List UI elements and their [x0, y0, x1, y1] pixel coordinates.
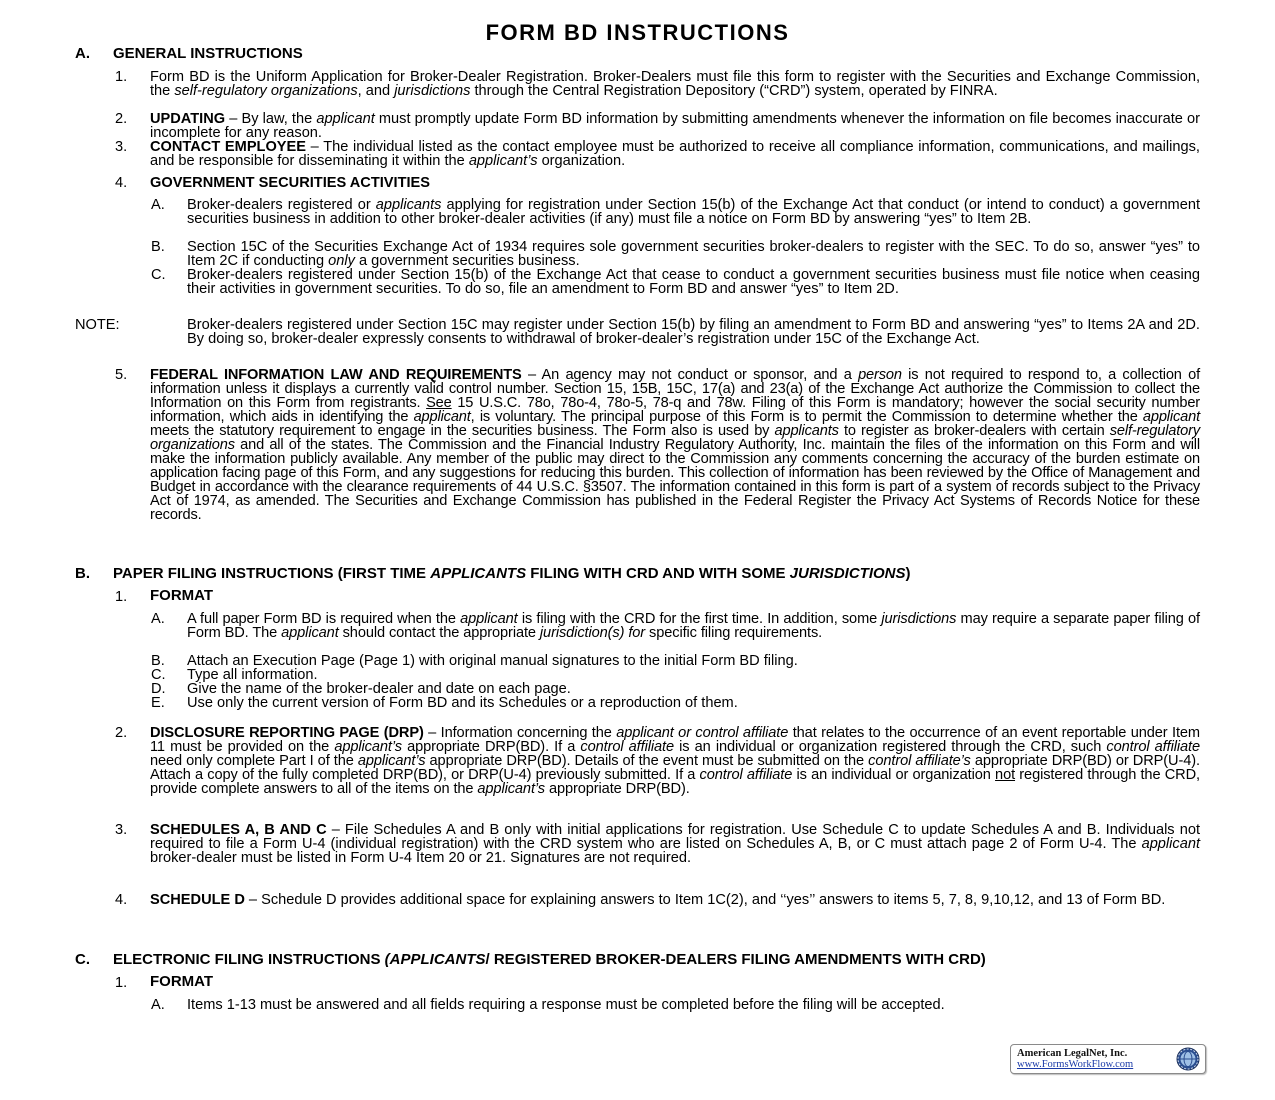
sub-item-format-a: A full paper Form BD is required when the applicant is filing with the CRD for the first time. In addition, some jurisdictions may require a separate paper filing of Form BD. The applicant should contact the appropriate jurisdiction(s) for specific filing requirements. — [187, 611, 1201, 641]
section-c-heading: ELECTRONIC FILING INSTRUCTIONS (APPLICANTS/ REGISTERED BROKER-DEALERS FILING AMENDMENTS WITH CRD) — [113, 951, 986, 968]
item-number: 1. — [115, 975, 128, 991]
item-number: 3. — [115, 139, 128, 155]
logo-website-link[interactable]: www.FormsWorkFlow.com — [1017, 1059, 1134, 1070]
item-number: 2. — [115, 725, 128, 741]
american-legalnet-logo[interactable] — [1010, 1044, 1206, 1074]
document-title: FORM BD INSTRUCTIONS — [485, 20, 790, 45]
item-gov-securities-heading: GOVERNMENT SECURITIES ACTIVITIES — [150, 175, 431, 191]
sub-item-gov-a: Broker-dealers registered or applicants applying for registration under Section 15(b) of the Exchange Act that conduct (or intend to conduct) a government securities business in addition to other broker-dealer activities (if any) must file a notice on Form BD by answering “yes” to Item 2B. — [187, 197, 1201, 227]
item-number: 1. — [115, 589, 128, 605]
item-disclosure-reporting-page: DISCLOSURE REPORTING PAGE (DRP) – Information concerning the applicant or control affiliate that relates to the occurrence of an event reportable under Item 11 must be provided on the applicant’s appropriate DRP(BD). If a control affiliate is an individual or organization registered through the CRD, such control affiliate need only complete Part I of the applicant’s appropriate DRP(BD). Details of the event must be submitted on the control affiliate’s appropriate DRP(BD) or DRP(U-4). Attach a copy of the fully completed DRP(BD), or DRP(U-4) previously submitted. If a control affiliate is an individual or organization not registered through the CRD, provide complete answers to all of the items on the applicant’s appropriate DRP(BD). — [150, 725, 1200, 797]
item-number: 2. — [115, 111, 128, 127]
item-federal-information-law: FEDERAL INFORMATION LAW AND REQUIREMENTS – An agency may not conduct or sponsor, and a person is not required to respond to, a collection of information unless it displays a currently valid control number. Section 15, 15B, 15C, 17(a) and 23(a) of the Exchange Act authorize the Commission to collect the Information on this Form from registrants. See 15 U.S.C. 78o, 78o-4, 78o-5, 78-q and 78w. Filing of this Form is mandatory; however the social security number information, which aids in identifying the applicant, is voluntary. The principal purpose of this Form is to permit the Commission to determine whether the applicant meets the statutory requirement to engage in the securities business. The Form also is used by applicants to register as broker-dealers with certain self-regulatory organizations and all of the states. The Commission and the Financial Industry Regulatory Authority, Inc. maintain the files of the information on this Form and will make the information publicly available. Any member of the public may direct to the Commission any comments concerning the accuracy of the burden estimate on application facing page of this Form, and any suggestions for reducing this burden. This collection of information has been reviewed by the Office of Management and Budget in accordance with the clearance requirements of 44 U.S.C. §3507. The information contained in this form is part of a system of records subject to the Privacy Act of 1974, as amended. The Securities and Exchange Commission has published in the Federal Register the Privacy Act Systems of Records Notice for these records. — [150, 367, 1201, 523]
sub-item-letter: A. — [151, 197, 165, 213]
section-b-heading: PAPER FILING INSTRUCTIONS (FIRST TIME APPLICANTS FILING WITH CRD AND WITH SOME JURISDICTIONS) — [113, 565, 911, 582]
sub-item-letter: A. — [151, 611, 165, 627]
sub-item-format-d: Give the name of the broker-dealer and date on each page. — [187, 681, 571, 697]
item-updating: UPDATING – By law, the applicant must promptly update Form BD information by submitting amendments whenever the information on file becomes inaccurate or incomplete for any reason. — [150, 111, 1200, 141]
item-schedule-d: SCHEDULE D – Schedule D provides additional space for explaining answers to Item 1C(2), and ‘‘yes’’ answers to items 5, 7, 8, 9,10,12, and 13 of Form BD. — [150, 892, 1166, 908]
note-label: NOTE: — [75, 317, 120, 333]
item-number: 4. — [115, 892, 128, 908]
format-heading: FORMAT — [150, 587, 214, 604]
section-a-heading: GENERAL INSTRUCTIONS — [113, 45, 303, 62]
sub-item-letter: E. — [151, 695, 165, 711]
item-general-form-bd: Form BD is the Uniform Application for Broker-Dealer Registration. Broker-Dealers must file this form to register with the Securities and Exchange Commission, the self-regulatory organizations, and jurisdictions through the Central Registration Depository (“CRD”) system, operated by FINRA. — [150, 69, 1200, 99]
sub-item-format-e: Use only the current version of Form BD and its Schedules or a reproduction of them. — [187, 695, 738, 711]
sub-item-letter: D. — [151, 681, 166, 697]
sub-item-letter: C. — [151, 267, 166, 283]
sub-item-electronic-format-a: Items 1-13 must be answered and all fields requiring a response must be completed before the filing will be accepted. — [187, 997, 945, 1013]
sub-item-gov-b: Section 15C of the Securities Exchange Act of 1934 requires sole government securities broker-dealers to register with the SEC. To do so, answer “yes” to Item 2C if conducting only a government securities business. — [187, 239, 1200, 269]
sub-item-letter: B. — [151, 653, 165, 669]
item-number: 1. — [115, 69, 128, 85]
sub-item-gov-c: Broker-dealers registered under Section 15(b) of the Exchange Act that cease to conduct a government securities business must file notice when ceasing their activities in government securities. To do so, file an amendment to Form BD and answer “yes” to Item 2D. — [187, 267, 1200, 297]
sub-item-letter: C. — [151, 667, 166, 683]
item-number: 3. — [115, 822, 128, 838]
sub-item-letter: A. — [151, 997, 165, 1013]
section-a-letter: A. — [75, 45, 90, 62]
item-contact-employee: CONTACT EMPLOYEE – The individual listed as the contact employee must be authorized to receive all compliance information, communications, and mailings, and be responsible for disseminating it within the applicant’s organization. — [150, 139, 1200, 169]
section-c-letter: C. — [75, 951, 90, 968]
section-b-letter: B. — [75, 565, 90, 582]
item-number: 5. — [115, 367, 128, 383]
sub-item-format-b: Attach an Execution Page (Page 1) with original manual signatures to the initial Form BD filing. — [187, 653, 798, 669]
format-heading: FORMAT — [150, 973, 214, 990]
item-schedules-abc: SCHEDULES A, B AND C – File Schedules A and B only with initial applications for registration. Use Schedule C to update Schedules A and B. Individuals not required to file a Form U-4 (individual registration) with the CRD system who are listed on Schedules A, B, or C must attach page 2 of Form U-4. The applicant broker-dealer must be listed in Form U-4 Item 20 or 21. Signatures are not required. — [150, 822, 1200, 866]
sub-item-letter: B. — [151, 239, 165, 255]
sub-item-format-c: Type all information. — [187, 667, 318, 683]
note-text: Broker-dealers registered under Section 15C may register under Section 15(b) by filing an amendment to Form BD and answering “yes” to Items 2A and 2D. By doing so, broker-dealer expressly consents to withdrawal of broker-dealer’s registration under 15C of the Exchange Act. — [187, 317, 1200, 347]
item-number: 4. — [115, 175, 128, 191]
globe-icon — [1176, 1047, 1200, 1071]
logo-company-name: American LegalNet, Inc. — [1017, 1048, 1128, 1059]
